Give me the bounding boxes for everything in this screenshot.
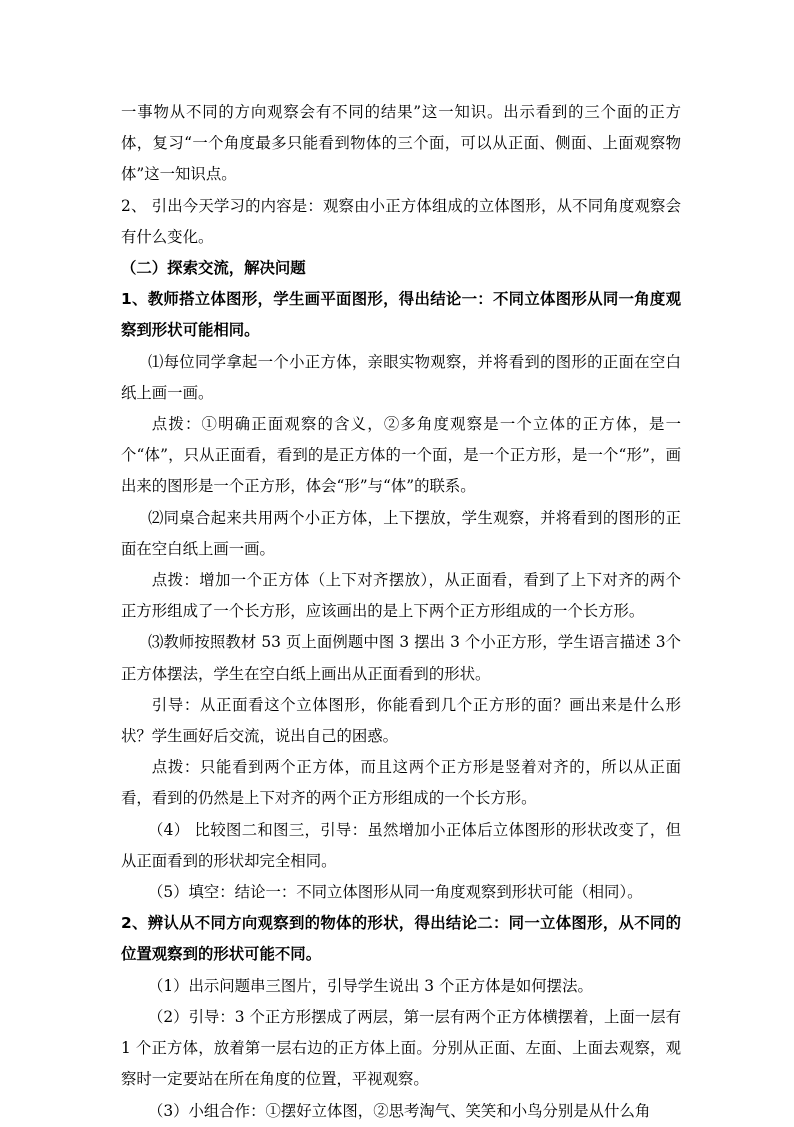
paragraph-guide-1: 引导：从正面看这个立体图形，你能看到几个正方形的面？画出来是什么形状？学生画好后交流，说出自己的困惑。 [121, 695, 681, 746]
paragraph-step-1: ⑴每位同学拿起一个小正方体，亲眼实物观察，并将看到的图形的正面在空白纸上画一画。 [121, 352, 681, 402]
paragraph-step-3: ⑶教师按照教材 53 页上面例题中图 3 摆出 3 个小正方形，学生语言描述 3个正方体摆法，学生在空白纸上画出从正面看到的形状。 [121, 633, 681, 683]
section-heading-explore: （二）探索交流，解决问题 [121, 259, 306, 278]
section-heading-conclusion-two: 2、辨认从不同方向观察到的物体的形状，得出结论二：同一立体图形，从不同的位置观察到的形状可能不同。 [121, 914, 681, 964]
paragraph-step-5: （5）填空：结论一：不同立体图形从同一角度观察到形状可能（相同）。 [147, 883, 643, 902]
paragraph-hint-1: 点拨：①明确正面观察的含义，②多角度观察是一个立体的正方体，是一个“体”，只从正面看，看到的是正方体的一个面，是一个正方形，是一个“形”，画出来的图形是一个正方形，体会“形”与“体”的联系。 [121, 415, 681, 496]
paragraph-substep-3: （3）小组合作：①摆好立体图，②思考淘气、笑笑和小鸟分别是从什么角 [147, 1101, 651, 1120]
section-heading-conclusion-one: 1、教师搭立体图形，学生画平面图形，得出结论一：不同立体图形从同一角度观察到形状可能相同。 [121, 290, 681, 340]
paragraph-substep-1: （1）出示问题串三图片，引导学生说出 3 个正方体是如何摆法。 [147, 976, 593, 995]
paragraph-step-4: （4） 比较图二和图三，引导：虽然增加小正体后立体图形的形状改变了，但从正面看到的形状却完全相同。 [121, 820, 681, 870]
paragraph-substep-2: （2）引导：3 个正方形摆成了两层，第一层有两个正方体横摆着，上面一层有 1 个正方体，放着第一层右边的正方体上面。分别从正面、左面、上面去观察，观察时一定要站在所在角度的位置，平视观察。 [121, 1007, 681, 1089]
document-body [121, 97, 681, 1127]
paragraph-step-2: ⑵同桌合起来共用两个小正方体，上下摆放，学生观察，并将看到的图形的正面在空白纸上画一画。 [121, 508, 681, 558]
paragraph-review: 一事物从不同的方向观察会有不同的结果”这一知识。出示看到的三个面的正方体，复习“一个角度最多只能看到物体的三个面，可以从正面、侧面、上面观察物体”这一知识点。 [121, 103, 681, 184]
paragraph-hint-2: 点拨：增加一个正方体（上下对齐摆放），从正面看，看到了上下对齐的两个正方形组成了一个长方形，应该画出的是上下两个正方形组成的一个长方形。 [121, 571, 681, 621]
paragraph-hint-3: 点拨：只能看到两个正方体，而且这两个正方形是竖着对齐的，所以从正面看，看到的仍然是上下对齐的两个正方形组成的一个长方形。 [121, 758, 681, 808]
paragraph-intro-topic: 2、 引出今天学习的内容是：观察由小正方体组成的立体图形，从不同角度观察会有什么变化。 [121, 196, 681, 246]
